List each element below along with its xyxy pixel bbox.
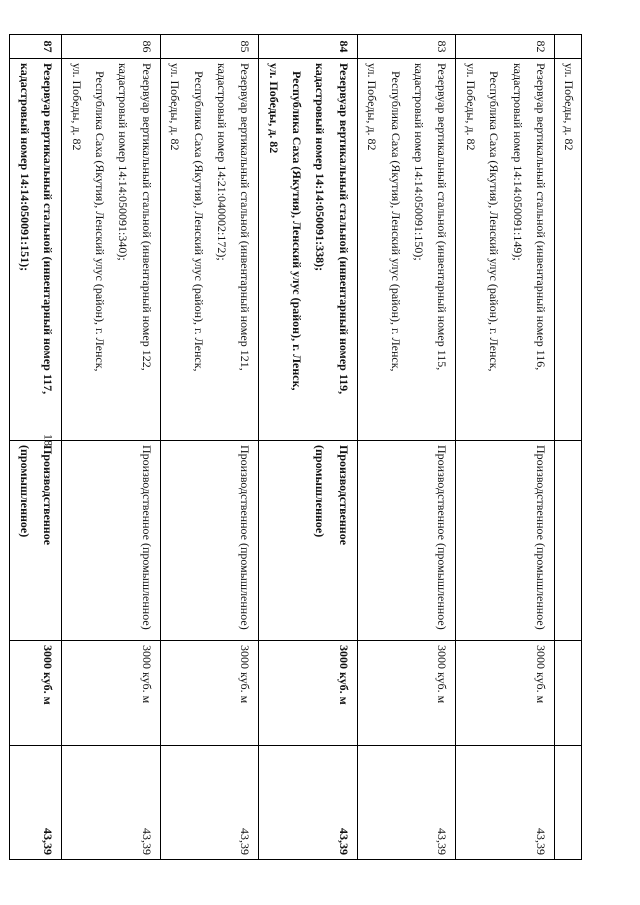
desc-line: Республика Саха (Якутия), Ленский улус (район), г. Ленск, xyxy=(191,71,206,372)
desc-line: ул. Победы, д. 82 xyxy=(463,63,478,151)
row-description xyxy=(456,59,555,441)
table-row xyxy=(10,35,62,860)
row-type: Производственное (промышленное) xyxy=(456,441,555,641)
desc-line: Резервуар вертикальный стальной (инвентарный номер 115, xyxy=(435,63,450,371)
row-number: 82 xyxy=(456,35,555,59)
desc-line: кадастровый номер 14:14:050091:150); xyxy=(412,63,427,261)
row-type: Производственное (промышленное) xyxy=(10,441,62,641)
row-value: 43,39 xyxy=(259,746,358,860)
row-volume: 3000 куб. м xyxy=(62,641,161,746)
row-value: 43,39 xyxy=(160,746,259,860)
desc-line: ул. Победы, д. 82 xyxy=(365,63,380,151)
desc-line: кадастровый номер 14:14:050091:338); xyxy=(313,63,328,272)
desc-line: Резервуар вертикальный стальной (инвентарный номер 117, xyxy=(41,63,56,395)
row-number: 84 xyxy=(259,35,358,59)
row-number: 83 xyxy=(357,35,456,59)
desc-line: кадастровый номер 14:14:050091:340); xyxy=(116,63,131,261)
row-volume: 3000 куб. м xyxy=(456,641,555,746)
row-description xyxy=(259,59,358,441)
row-number: 87 xyxy=(10,35,62,59)
row-type: Производственное (промышленное) xyxy=(62,441,161,641)
volume-cell xyxy=(555,641,582,746)
row-value: 43,39 xyxy=(456,746,555,860)
row-type: Производственное (промышленное) xyxy=(259,441,358,641)
row-description xyxy=(357,59,456,441)
row-description xyxy=(160,59,259,441)
row-number: 86 xyxy=(62,35,161,59)
desc-line: Резервуар вертикальный стальной (инвентарный номер 116, xyxy=(534,63,548,371)
row-volume: 3000 куб. м xyxy=(259,641,358,746)
value-cell xyxy=(555,746,582,860)
row-type: Производственное (промышленное) xyxy=(160,441,259,641)
desc-line: ул. Победы, д. 82 xyxy=(266,63,281,154)
row-number: 85 xyxy=(160,35,259,59)
desc-line: Республика Саха (Якутия), Ленский улус (район), г. Ленск, xyxy=(388,71,403,372)
row-value: 43,39 xyxy=(62,746,161,860)
desc-line: ул. Победы, д. 82 xyxy=(168,63,183,151)
continued-address: ул. Победы, д. 82 xyxy=(562,63,576,151)
desc-line: Резервуар вертикальный стальной (инвентарный номер 119, xyxy=(336,63,351,395)
table-row xyxy=(62,35,161,860)
desc-line: кадастровый номер 14:14:050091:151); xyxy=(17,63,32,272)
desc-line: Резервуар вертикальный стальной (инвентарный номер 122, xyxy=(139,63,154,371)
row-description xyxy=(62,59,161,441)
row-type: Производственное (промышленное) xyxy=(357,441,456,641)
table-row xyxy=(259,35,358,860)
row-volume: 3000 куб. м xyxy=(357,641,456,746)
desc-line: ул. Победы, д. 82 xyxy=(69,63,84,151)
row-value: 43,39 xyxy=(10,746,62,860)
row-volume: 3000 куб. м xyxy=(160,641,259,746)
table-row xyxy=(160,35,259,860)
row-volume: 3000 куб. м xyxy=(10,641,62,746)
desc-line: Республика Саха (Якутия), Ленский улус (район), г. Ленск, xyxy=(92,71,107,372)
table-row xyxy=(357,35,456,860)
table-row xyxy=(456,35,555,860)
row-description xyxy=(10,59,62,441)
row-value: 43,39 xyxy=(357,746,456,860)
desc-line: Республика Саха (Якутия), Ленский улус (район), г. Ленск, xyxy=(487,71,502,372)
desc-line: кадастровый номер 14:14:050091:149); xyxy=(510,63,525,261)
type-cell xyxy=(555,441,582,641)
property-table xyxy=(9,34,582,860)
page-number: 18 xyxy=(41,434,56,446)
desc-line: Резервуар вертикальный стальной (инвентарный номер 121, xyxy=(238,63,253,371)
table-row-continuation xyxy=(555,35,582,860)
desc-line: Республика Саха (Якутия), Ленский улус (район), г. Ленск, xyxy=(290,71,305,391)
desc-cell xyxy=(555,59,582,441)
desc-line: кадастровый номер 14:21:040002:172); xyxy=(214,63,229,261)
num-cell xyxy=(555,35,582,59)
